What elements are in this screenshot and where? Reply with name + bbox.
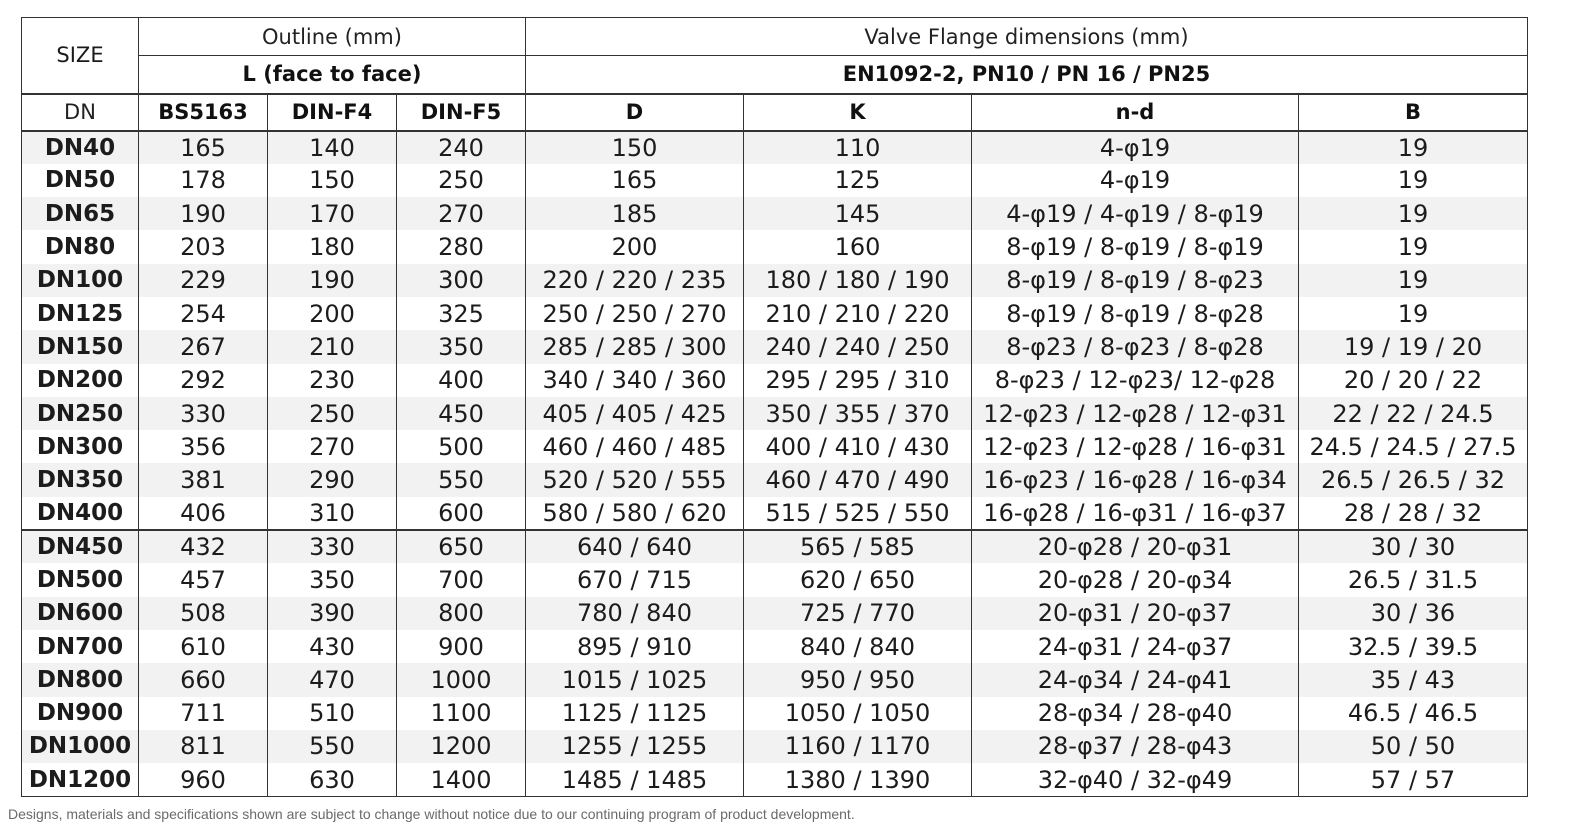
cell-din-f5: 400 <box>397 364 526 397</box>
cell-din-f5: 450 <box>397 397 526 430</box>
column-header-d: D <box>526 94 744 131</box>
cell-k: 160 <box>744 230 972 263</box>
cell-d: 405 / 405 / 425 <box>526 397 744 430</box>
table-row <box>22 230 1528 263</box>
cell-n-d: 12-φ23 / 12-φ28 / 16-φ31 <box>972 430 1299 463</box>
cell-k: 110 <box>744 131 972 164</box>
cell-d: 520 / 520 / 555 <box>526 463 744 496</box>
cell-din-f5: 280 <box>397 230 526 263</box>
cell-k: 210 / 210 / 220 <box>744 297 972 330</box>
cell-d: 340 / 340 / 360 <box>526 364 744 397</box>
cell-b: 20 / 20 / 22 <box>1299 364 1528 397</box>
cell-din-f5: 1400 <box>397 763 526 796</box>
table-row <box>22 663 1528 696</box>
cell-k: 145 <box>744 197 972 230</box>
cell-n-d: 12-φ23 / 12-φ28 / 12-φ31 <box>972 397 1299 430</box>
cell-b: 32.5 / 39.5 <box>1299 630 1528 663</box>
cell-b: 35 / 43 <box>1299 663 1528 696</box>
cell-d: 165 <box>526 164 744 197</box>
cell-bs5163: 190 <box>139 197 268 230</box>
cell-din-f4: 170 <box>268 197 397 230</box>
cell-din-f4: 390 <box>268 597 397 630</box>
cell-dn: DN450 <box>22 530 139 563</box>
cell-k: 620 / 650 <box>744 563 972 596</box>
cell-bs5163: 292 <box>139 364 268 397</box>
cell-k: 400 / 410 / 430 <box>744 430 972 463</box>
cell-d: 1485 / 1485 <box>526 763 744 796</box>
column-header-bs5163: BS5163 <box>139 94 268 131</box>
cell-n-d: 20-φ28 / 20-φ31 <box>972 530 1299 563</box>
cell-din-f5: 650 <box>397 530 526 563</box>
cell-din-f5: 500 <box>397 430 526 463</box>
cell-b: 19 <box>1299 297 1528 330</box>
cell-k: 180 / 180 / 190 <box>744 264 972 297</box>
table-row <box>22 597 1528 630</box>
cell-n-d: 4-φ19 <box>972 164 1299 197</box>
cell-din-f4: 180 <box>268 230 397 263</box>
cell-n-d: 4-φ19 / 4-φ19 / 8-φ19 <box>972 197 1299 230</box>
footer-note: Designs, materials and specifications shown are subject to change without notice due to our continuing program of product development. <box>8 806 855 822</box>
cell-d: 185 <box>526 197 744 230</box>
cell-din-f4: 630 <box>268 763 397 796</box>
table-row <box>22 430 1528 463</box>
cell-dn: DN350 <box>22 463 139 496</box>
cell-k: 950 / 950 <box>744 663 972 696</box>
cell-d: 285 / 285 / 300 <box>526 330 744 363</box>
cell-k: 1380 / 1390 <box>744 763 972 796</box>
cell-bs5163: 811 <box>139 730 268 763</box>
cell-n-d: 8-φ23 / 12-φ23/ 12-φ28 <box>972 364 1299 397</box>
cell-din-f5: 900 <box>397 630 526 663</box>
table-row <box>22 397 1528 430</box>
cell-din-f5: 1100 <box>397 697 526 730</box>
cell-din-f4: 140 <box>268 131 397 164</box>
cell-bs5163: 457 <box>139 563 268 596</box>
cell-bs5163: 381 <box>139 463 268 496</box>
valve-dimensions-table <box>21 17 1528 797</box>
cell-d: 150 <box>526 131 744 164</box>
cell-dn: DN1000 <box>22 730 139 763</box>
cell-d: 250 / 250 / 270 <box>526 297 744 330</box>
cell-k: 565 / 585 <box>744 530 972 563</box>
cell-bs5163: 229 <box>139 264 268 297</box>
cell-din-f4: 290 <box>268 463 397 496</box>
cell-dn: DN900 <box>22 697 139 730</box>
table-row <box>22 463 1528 496</box>
table-row <box>22 364 1528 397</box>
cell-n-d: 4-φ19 <box>972 131 1299 164</box>
table-row <box>22 164 1528 197</box>
cell-din-f4: 550 <box>268 730 397 763</box>
cell-dn: DN600 <box>22 597 139 630</box>
cell-dn: DN200 <box>22 364 139 397</box>
cell-n-d: 16-φ28 / 16-φ31 / 16-φ37 <box>972 497 1299 530</box>
column-header-dn: DN <box>22 94 139 131</box>
cell-d: 640 / 640 <box>526 530 744 563</box>
cell-n-d: 24-φ31 / 24-φ37 <box>972 630 1299 663</box>
cell-dn: DN700 <box>22 630 139 663</box>
cell-d: 1015 / 1025 <box>526 663 744 696</box>
cell-din-f5: 1200 <box>397 730 526 763</box>
table-row <box>22 264 1528 297</box>
cell-b: 30 / 36 <box>1299 597 1528 630</box>
cell-k: 515 / 525 / 550 <box>744 497 972 530</box>
cell-d: 220 / 220 / 235 <box>526 264 744 297</box>
column-header-k: K <box>744 94 972 131</box>
cell-dn: DN100 <box>22 264 139 297</box>
cell-din-f4: 510 <box>268 697 397 730</box>
cell-dn: DN300 <box>22 430 139 463</box>
cell-b: 26.5 / 26.5 / 32 <box>1299 463 1528 496</box>
cell-din-f5: 1000 <box>397 663 526 696</box>
cell-din-f5: 700 <box>397 563 526 596</box>
column-header-n-d: n-d <box>972 94 1299 131</box>
cell-bs5163: 406 <box>139 497 268 530</box>
cell-k: 460 / 470 / 490 <box>744 463 972 496</box>
cell-b: 57 / 57 <box>1299 763 1528 796</box>
cell-d: 1255 / 1255 <box>526 730 744 763</box>
cell-k: 125 <box>744 164 972 197</box>
cell-dn: DN800 <box>22 663 139 696</box>
cell-bs5163: 165 <box>139 131 268 164</box>
column-header-din-f5: DIN-F5 <box>397 94 526 131</box>
cell-k: 240 / 240 / 250 <box>744 330 972 363</box>
table-row <box>22 297 1528 330</box>
table-row <box>22 131 1528 164</box>
cell-bs5163: 356 <box>139 430 268 463</box>
cell-b: 22 / 22 / 24.5 <box>1299 397 1528 430</box>
table-row <box>22 497 1528 530</box>
standard-header: EN1092-2, PN10 / PN 16 / PN25 <box>526 56 1528 94</box>
cell-din-f4: 350 <box>268 563 397 596</box>
cell-bs5163: 178 <box>139 164 268 197</box>
cell-din-f4: 470 <box>268 663 397 696</box>
table-row <box>22 697 1528 730</box>
cell-bs5163: 254 <box>139 297 268 330</box>
cell-din-f5: 300 <box>397 264 526 297</box>
table-body <box>22 131 1528 797</box>
cell-din-f4: 190 <box>268 264 397 297</box>
cell-b: 28 / 28 / 32 <box>1299 497 1528 530</box>
outline-header: Outline (mm) <box>139 18 526 56</box>
cell-b: 50 / 50 <box>1299 730 1528 763</box>
cell-k: 350 / 355 / 370 <box>744 397 972 430</box>
cell-b: 19 <box>1299 264 1528 297</box>
cell-d: 670 / 715 <box>526 563 744 596</box>
table-row <box>22 197 1528 230</box>
cell-din-f4: 230 <box>268 364 397 397</box>
cell-din-f5: 550 <box>397 463 526 496</box>
cell-d: 1125 / 1125 <box>526 697 744 730</box>
cell-bs5163: 330 <box>139 397 268 430</box>
cell-n-d: 24-φ34 / 24-φ41 <box>972 663 1299 696</box>
cell-n-d: 16-φ23 / 16-φ28 / 16-φ34 <box>972 463 1299 496</box>
cell-din-f5: 600 <box>397 497 526 530</box>
face-to-face-header: L (face to face) <box>139 56 526 94</box>
cell-dn: DN80 <box>22 230 139 263</box>
cell-din-f4: 150 <box>268 164 397 197</box>
table-row <box>22 563 1528 596</box>
cell-bs5163: 508 <box>139 597 268 630</box>
cell-d: 200 <box>526 230 744 263</box>
cell-dn: DN125 <box>22 297 139 330</box>
table-row <box>22 763 1528 796</box>
cell-n-d: 8-φ19 / 8-φ19 / 8-φ19 <box>972 230 1299 263</box>
table-row <box>22 630 1528 663</box>
cell-n-d: 28-φ34 / 28-φ40 <box>972 697 1299 730</box>
column-header-din-f4: DIN-F4 <box>268 94 397 131</box>
cell-din-f5: 250 <box>397 164 526 197</box>
cell-d: 460 / 460 / 485 <box>526 430 744 463</box>
cell-b: 24.5 / 24.5 / 27.5 <box>1299 430 1528 463</box>
cell-b: 26.5 / 31.5 <box>1299 563 1528 596</box>
cell-bs5163: 432 <box>139 530 268 563</box>
cell-din-f5: 325 <box>397 297 526 330</box>
cell-k: 295 / 295 / 310 <box>744 364 972 397</box>
cell-d: 895 / 910 <box>526 630 744 663</box>
cell-k: 1160 / 1170 <box>744 730 972 763</box>
cell-b: 19 <box>1299 230 1528 263</box>
cell-bs5163: 960 <box>139 763 268 796</box>
cell-b: 46.5 / 46.5 <box>1299 697 1528 730</box>
cell-din-f4: 250 <box>268 397 397 430</box>
cell-din-f4: 210 <box>268 330 397 363</box>
cell-dn: DN1200 <box>22 763 139 796</box>
cell-dn: DN150 <box>22 330 139 363</box>
cell-dn: DN500 <box>22 563 139 596</box>
cell-dn: DN65 <box>22 197 139 230</box>
table-row <box>22 330 1528 363</box>
cell-din-f5: 240 <box>397 131 526 164</box>
cell-b: 19 <box>1299 131 1528 164</box>
table-row <box>22 530 1528 563</box>
cell-n-d: 8-φ19 / 8-φ19 / 8-φ23 <box>972 264 1299 297</box>
cell-din-f4: 270 <box>268 430 397 463</box>
column-header-b: B <box>1299 94 1528 131</box>
cell-bs5163: 267 <box>139 330 268 363</box>
cell-n-d: 20-φ31 / 20-φ37 <box>972 597 1299 630</box>
cell-din-f4: 310 <box>268 497 397 530</box>
column-header-row <box>22 94 1528 131</box>
cell-din-f5: 350 <box>397 330 526 363</box>
cell-d: 780 / 840 <box>526 597 744 630</box>
flange-header: Valve Flange dimensions (mm) <box>526 18 1528 56</box>
cell-n-d: 32-φ40 / 32-φ49 <box>972 763 1299 796</box>
cell-din-f4: 330 <box>268 530 397 563</box>
cell-dn: DN250 <box>22 397 139 430</box>
cell-dn: DN40 <box>22 131 139 164</box>
cell-k: 840 / 840 <box>744 630 972 663</box>
cell-n-d: 8-φ19 / 8-φ19 / 8-φ28 <box>972 297 1299 330</box>
cell-din-f5: 270 <box>397 197 526 230</box>
cell-b: 19 <box>1299 197 1528 230</box>
cell-b: 19 / 19 / 20 <box>1299 330 1528 363</box>
cell-b: 30 / 30 <box>1299 530 1528 563</box>
table-row <box>22 730 1528 763</box>
cell-bs5163: 711 <box>139 697 268 730</box>
cell-n-d: 8-φ23 / 8-φ23 / 8-φ28 <box>972 330 1299 363</box>
cell-b: 19 <box>1299 164 1528 197</box>
size-header: SIZE <box>22 18 139 94</box>
cell-din-f4: 200 <box>268 297 397 330</box>
cell-k: 725 / 770 <box>744 597 972 630</box>
cell-din-f5: 800 <box>397 597 526 630</box>
cell-bs5163: 610 <box>139 630 268 663</box>
cell-din-f4: 430 <box>268 630 397 663</box>
cell-bs5163: 203 <box>139 230 268 263</box>
cell-bs5163: 660 <box>139 663 268 696</box>
cell-dn: DN50 <box>22 164 139 197</box>
cell-k: 1050 / 1050 <box>744 697 972 730</box>
cell-n-d: 28-φ37 / 28-φ43 <box>972 730 1299 763</box>
cell-dn: DN400 <box>22 497 139 530</box>
cell-n-d: 20-φ28 / 20-φ34 <box>972 563 1299 596</box>
cell-d: 580 / 580 / 620 <box>526 497 744 530</box>
